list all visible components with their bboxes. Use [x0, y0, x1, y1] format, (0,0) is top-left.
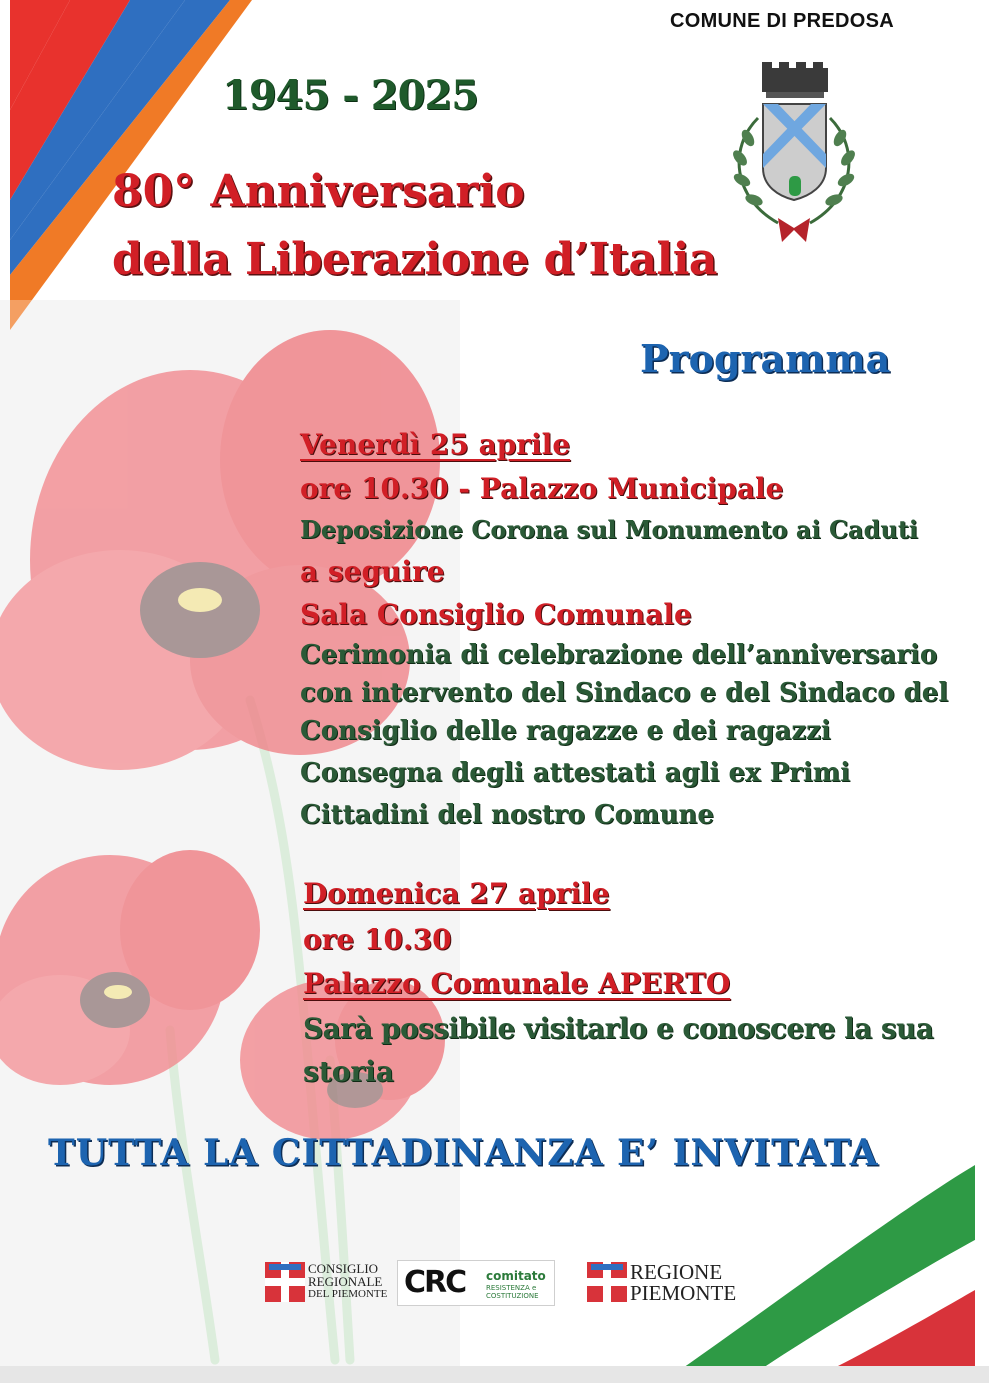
day2-description-line: storia [303, 1055, 394, 1088]
consiglio-regionale-logo-text [308, 1262, 387, 1301]
poster-title-line1: 80° Anniversario [112, 166, 525, 217]
logo-text-line: PIEMONTE [630, 1281, 737, 1305]
regione-piemonte-flag-icon [587, 1262, 627, 1302]
piemonte-flag-icon [265, 1262, 305, 1302]
day2-place: Palazzo Comunale APERTO [303, 967, 731, 1000]
poster-title-line2: della Liberazione d’Italia [112, 234, 717, 285]
day1-description-line: Consiglio delle ragazze e dei ragazzi [300, 716, 831, 746]
logo-text-line: RESISTENZA e [486, 1284, 537, 1292]
logo-text-line: COSTITUZIONE [486, 1292, 539, 1300]
day1-then: a seguire [300, 555, 445, 588]
logo-text-line: DEL PIEMONTE [308, 1288, 388, 1300]
program-heading: Programma [640, 336, 891, 381]
logo-text-line: REGIONE [630, 1260, 723, 1284]
day1-description-line: Consegna degli attestati agli ex Primi [300, 758, 851, 788]
day1-description-line: con intervento del Sindaco e del Sindaco del [300, 678, 949, 708]
crc-logo [397, 1260, 555, 1306]
anniversary-years: 1945 - 2025 [222, 72, 479, 119]
regione-piemonte-logo-text [630, 1262, 736, 1304]
day1-date: Venerdì 25 aprile [300, 428, 571, 461]
crc-logo-tagline [486, 1284, 539, 1300]
day1-time-place: ore 10.30 - Palazzo Municipale [300, 472, 784, 505]
day2-time: ore 10.30 [303, 923, 452, 956]
invitation-banner: TUTTA LA CITTADINANZA E’ INVITATA [48, 1132, 879, 1174]
day1-description-line: Cerimonia di celebrazione dell’anniversario [300, 640, 938, 670]
logo-text-line: REGIONALE [308, 1274, 383, 1289]
day2-description-line: Sarà possibile visitarlo e conoscere la sua [303, 1012, 934, 1045]
crc-logo-wordmark: CRC [404, 1265, 466, 1300]
municipal-coat-of-arms-icon [718, 58, 868, 244]
crc-logo-subtitle: comitato [486, 1269, 546, 1283]
logo-text-line: CONSIGLIO [308, 1261, 379, 1276]
day1-place2: Sala Consiglio Comunale [300, 598, 692, 631]
day1-description-line: Cittadini del nostro Comune [300, 800, 714, 830]
municipality-name: COMUNE DI PREDOSA [670, 10, 895, 32]
day1-event: Deposizione Corona sul Monumento ai Caduti [300, 515, 919, 544]
day2-date: Domenica 27 aprile [303, 877, 610, 910]
